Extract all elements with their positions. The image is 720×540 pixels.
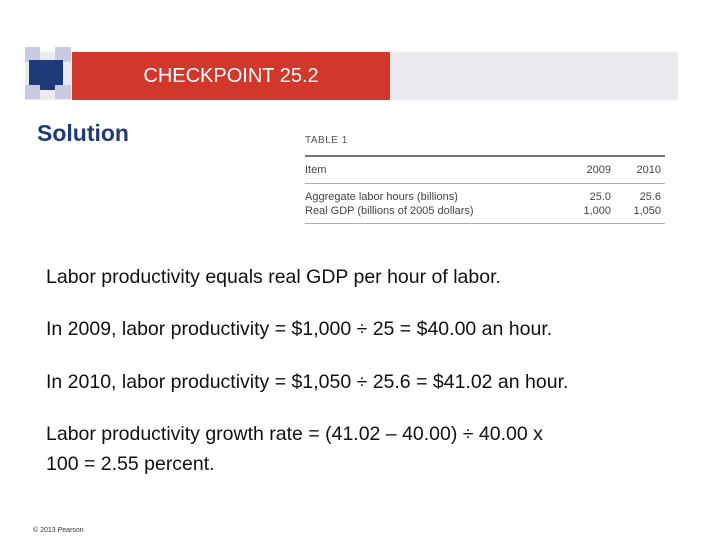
table-bottom-rule xyxy=(305,223,665,224)
table-cell: 1,000 xyxy=(583,205,611,217)
table-row xyxy=(305,190,665,204)
solution-text-4-line-1: Labor productivity growth rate = (41.02 – 40.00) ÷ 40.00 x xyxy=(46,423,543,445)
solution-text-2: In 2009, labor productivity = $1,000 ÷ 25 = $40.00 an hour. xyxy=(46,318,553,340)
table-cell: 25.6 xyxy=(639,191,661,203)
table-header-row xyxy=(305,163,665,177)
logo-squares-icon xyxy=(25,47,71,99)
table-row xyxy=(305,204,665,218)
table-header-cell: 2009 xyxy=(586,164,611,176)
header-title: CHECKPOINT 25.2 xyxy=(143,65,319,87)
solution-text-3: In 2010, labor productivity = $1,050 ÷ 25.6 = $41.02 an hour. xyxy=(46,371,569,393)
solution-text-1: Labor productivity equals real GDP per hour of labor. xyxy=(46,266,501,288)
table-cell: Aggregate labor hours (billions) xyxy=(305,191,458,203)
table-header-cell: Item xyxy=(305,164,327,176)
table-caption: TABLE 1 xyxy=(305,135,348,146)
solution-heading: Solution xyxy=(37,120,129,146)
table-header-cell: 2010 xyxy=(636,164,661,176)
table-cell: 1,050 xyxy=(633,205,661,217)
table-cell: 25.0 xyxy=(589,191,611,203)
solution-text-4-line-2: 100 = 2.55 percent. xyxy=(46,453,215,475)
copyright: © 2013 Pearson xyxy=(33,527,84,534)
table-cell: Real GDP (billions of 2005 dollars) xyxy=(305,205,474,217)
data-table xyxy=(305,135,665,224)
